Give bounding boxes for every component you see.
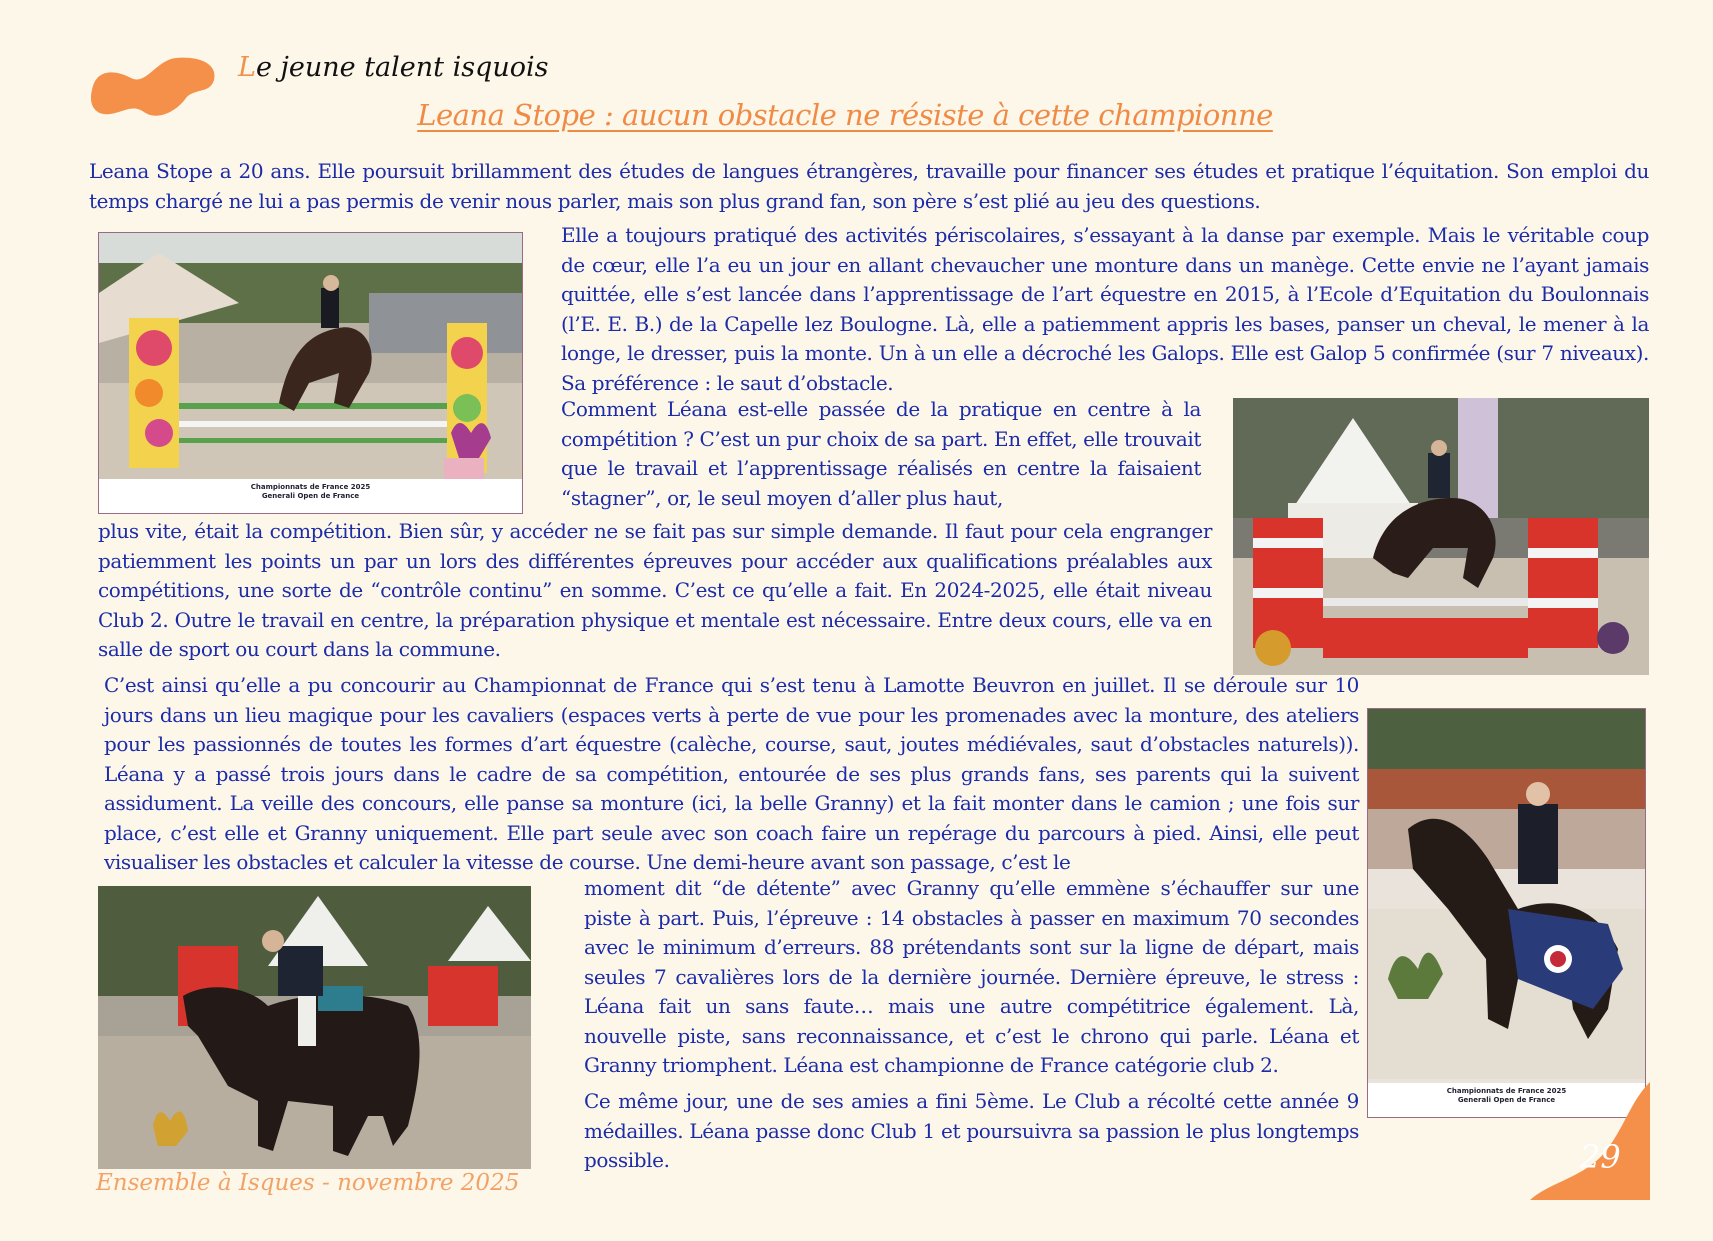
paragraph-championship: C’est ainsi qu’elle a pu concourir au Championnat de France qui s’est tenu à Lamotte Beuvron en juillet. Il se déroule sur 10 jours dans un lieu magique pour les cavaliers (espaces verts à perte de vue pour les promenades avec la monture, des ateliers pour les passionnés de toutes les formes d’art équestre (calèche, course, saut, joutes médiévales, saut d’obstacles naturels)). Léana y a passé trois jours dans le cadre de sa compétition, entourée de ses plus grands fans, ses parents qui la suivent assidument. La veille des concours, elle panse sa monture (ici, la belle Granny) et la fait monter dans le camion ; une fois sur place, c’est elle et Granny uniquement. Elle part seule avec son coach faire un repérage du parcours à pied. Ainsi, elle peut visualiser les obstacles et calculer la vitesse de course. Une demi-heure avant son passage, c’est le <box>104 673 1359 874</box>
intro-paragraph: Leana Stope a 20 ans. Elle poursuit brillamment des études de langues étrangères, travaille pour financer ses études et pratique l’équitation. Son emploi du temps chargé ne lui a pas permis de venir nous parler, mais son plus grand fan, son père s’est plié au jeu des questions. <box>89 159 1649 213</box>
photo-champion-podium <box>1367 708 1646 1118</box>
photo-caption: Championnats de France 2025 Generali Open de France <box>99 479 522 513</box>
paragraph-competition-detail: plus vite, était la compétition. Bien sûr, y accéder ne se fait pas sur simple demande. Il faut pour cela engranger patiemment les points un par un lors des différentes épreuves pour accéder aux qualifications préalables aux compétitions, une sorte de “contrôle continu” en somme. C’est ce qu’elle a fait. En 2024-2025, elle était niveau Club 2. Outre le travail en centre, la préparation physique et mentale est nécessaire. Entre deux cours, elle va en salle de sport ou court dans la commune. <box>98 519 1212 661</box>
orange-wave-decoration <box>86 50 221 125</box>
issue-footer: Ensemble à Isques - novembre 2025 <box>96 1170 520 1196</box>
paragraph-conclusion: Ce même jour, une de ses amies a fini 5ème. Le Club a récolté cette année 9 médailles. Léana passe donc Club 1 et poursuivra sa passion le plus longtemps possible. <box>584 1089 1359 1172</box>
photo-caption: Championnats de France 2025 Generali Open de France <box>1368 1083 1645 1117</box>
section-rubric: Le jeune talent isquois <box>238 52 549 83</box>
article-headline: Leana Stope : aucun obstacle ne résiste à cette championne <box>417 98 1273 132</box>
paragraph-beginnings: Elle a toujours pratiqué des activités périscolaires, s’essayant à la danse par exemple. Mais le véritable coup de cœur, elle l’a eu un jour en allant chevaucher une monture dans un manège. Cette envie ne l’ayant jamais quittée, elle s’est lancée dans l’apprentissage de l’art équestre en 2015, à l’Ecole d’Equitation du Boulonnais (l’E. E. B.) de la Capelle lez Boulogne. Là, elle a patiemment appris les bases, panser un cheval, le mener à la longe, le dresser, puis la monte. Un à un elle a décroché les Galops. Elle est Galop 5 confirmée (sur 7 niveaux). Sa préférence : le saut d’obstacle. <box>561 223 1649 395</box>
photo-rider-hugging-horse <box>98 886 531 1169</box>
paragraph-final-event: moment dit “de détente” avec Granny qu’elle emmène s’échauffer sur une piste à part. Puis, l’épreuve : 14 obstacles à passer en maximum 70 secondes avec le minimum d’erreurs. 88 prétendants sont sur la ligne de départ, mais seules 7 cavalières lors de la dernière journée. Dernière épreuve, le stress : Léana fait un sans faute… mais une autre compétitrice également. Là, nouvelle piste, sans reconnaissance, et c’est le chrono qui parle. Léana et Granny triomphent. Léana est championne de France catégorie club 2. <box>584 876 1359 1077</box>
photo-jumping-flowers <box>98 232 523 514</box>
page-number: 29 <box>1580 1138 1621 1176</box>
photo-jumping-red-fence <box>1233 398 1649 675</box>
paragraph-competition-start: Comment Léana est-elle passée de la pratique en centre à la compétition ? C’est un pur choix de sa part. En effet, elle trouvait que le travail et l’apprentissage réalisés en centre la faisaient “stagner”, or, le seul moyen d’aller plus haut, <box>561 397 1201 510</box>
